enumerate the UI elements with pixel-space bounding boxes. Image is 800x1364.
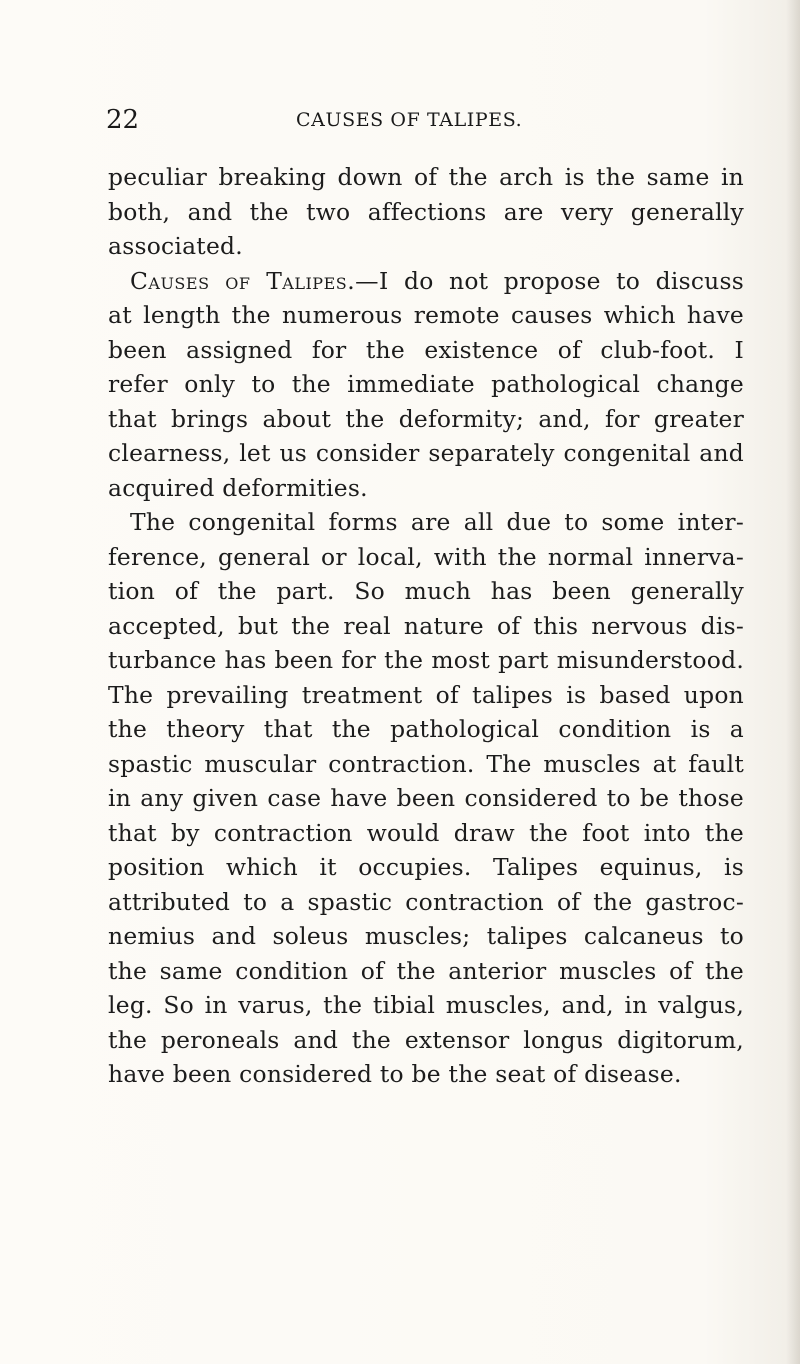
text-line: ference, general or local, with the normal innerva- (108, 542, 744, 571)
text-line: in any given case have been considered to be those (108, 784, 744, 812)
text-line: at length the numerous remote causes which have (108, 301, 744, 329)
text-line: turbance has been for the most part misunderstood. (108, 646, 744, 674)
page-number: 22 (106, 105, 140, 135)
text-line: The prevailing treatment of talipes is based upon (108, 680, 744, 709)
text-line: the theory that the pathological condition is a (108, 715, 744, 743)
text-line: been assigned for the existence of club-foot. I (108, 335, 744, 364)
text-line: that brings about the deformity; and, for greater (108, 404, 744, 433)
text-line: spastic muscular contraction. The muscles at fault (108, 749, 744, 778)
text-line: leg. So in varus, the tibial muscles, and, in valgus, (108, 991, 744, 1019)
section-heading: Causes of Talipes.— (130, 266, 380, 295)
page-edge-shadow (786, 0, 800, 1364)
text-line: the peroneals and the extensor longus digitorum, (108, 1025, 744, 1054)
text-line: The congenital forms are all due to some inter- (130, 508, 744, 536)
text-line: have been considered to be the seat of disease. (108, 1060, 682, 1088)
text-line: refer only to the immediate pathological change (108, 370, 744, 398)
text-line-remainder: I do not propose to discuss (379, 266, 744, 295)
text-line: tion of the part. So much has been generally (108, 577, 744, 605)
text-line: acquired deformities. (108, 473, 368, 502)
text-line: attributed to a spastic contraction of the gastroc- (108, 887, 744, 916)
page-header (106, 100, 746, 140)
text-line: the same condition of the anterior muscles of the (108, 956, 744, 985)
text-line: accepted, but the real nature of this nervous dis- (108, 611, 744, 640)
body-text (108, 160, 744, 1092)
text-line: peculiar breaking down of the arch is the same in (108, 163, 744, 191)
section-start-line (108, 264, 744, 299)
text-line: associated. (108, 232, 243, 260)
text-line: clearness, let us consider separately congenital and (108, 439, 744, 467)
text-line: both, and the two affections are very generally (108, 197, 744, 226)
text-line: that by contraction would draw the foot into the (108, 818, 744, 847)
text-line: nemius and soleus muscles; talipes calcaneus to (108, 922, 744, 950)
text-line: position which it occupies. Talipes equinus, is (108, 853, 744, 881)
running-title: CAUSES OF TALIPES. (296, 109, 523, 131)
